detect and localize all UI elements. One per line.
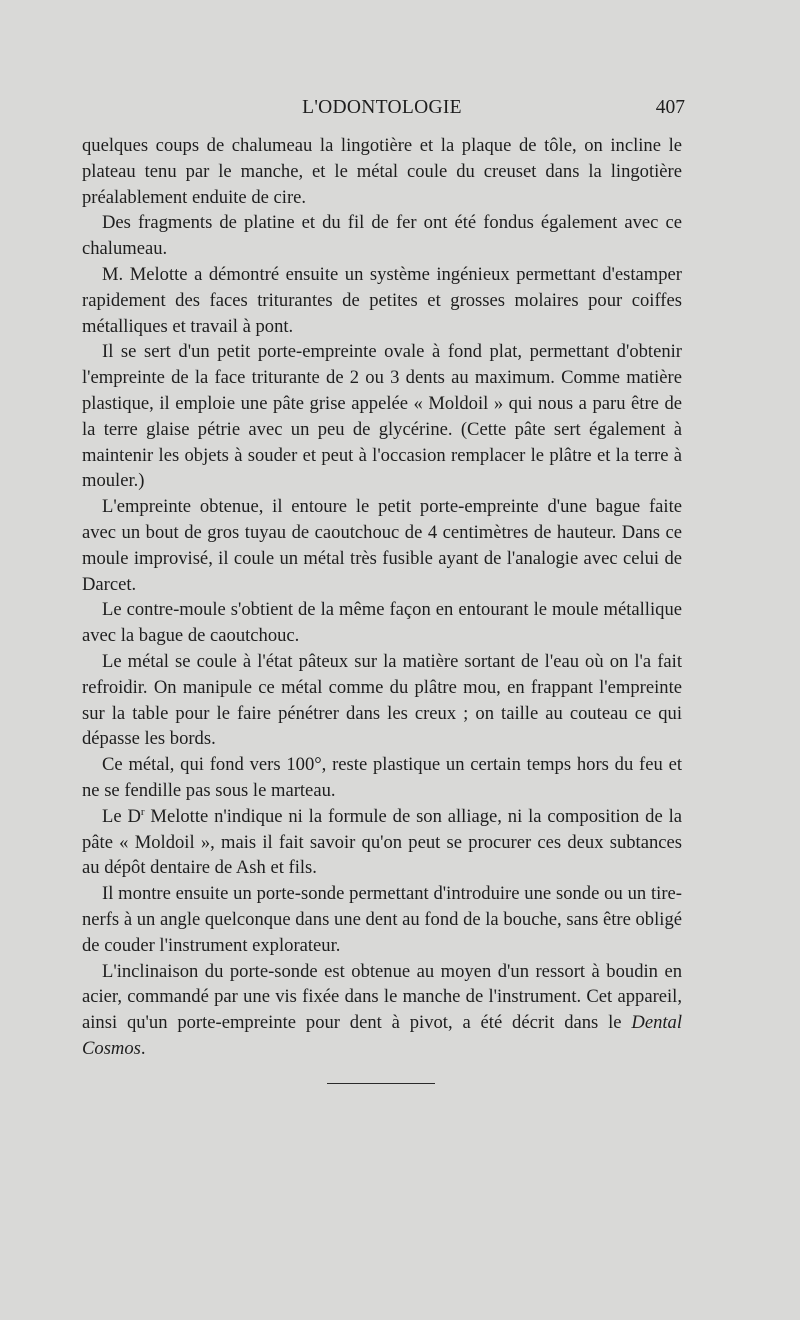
paragraph-8: Ce métal, qui fond vers 100°, reste plastique un certain temps hors du feu et ne se fendille pas sous le marteau.	[82, 754, 682, 801]
running-head	[82, 97, 685, 123]
paragraph-3: M. Melotte a démontré ensuite un système ingénieux permettant d'estamper rapidement des faces triturantes de petites et grosses molaires pour coiffes métalliques et travail à pont.	[82, 263, 682, 337]
closing-rule	[327, 1083, 435, 1084]
paragraph-11-text: L'inclinaison du porte-sonde est obtenue au moyen d'un ressort à boudin en acier, commandé par une vis fixée dans le manche de l'instrument. Cet appareil, ainsi qu'un porte-empreinte pour dent à pivot, a été décrit dans le	[82, 960, 682, 1034]
paragraph-5: L'empreinte obtenue, il entoure le petit porte-empreinte d'une bague faite avec un bout de gros tuyau de caoutchouc de 4 centimètres de hauteur. Dans ce moule improvisé, il coule un métal très fusible ayant de l'analogie avec celui de Darcet.	[82, 496, 682, 595]
body-text	[82, 133, 682, 1062]
running-title: L'ODONTOLOGIE	[302, 97, 462, 118]
paragraph-9-superscript: r	[140, 805, 145, 818]
paragraph-11	[82, 959, 682, 1062]
paragraph-11-end: .	[140, 1037, 146, 1059]
paragraph-10: Il montre ensuite un porte-sonde permettant d'introduire une sonde ou un tire-nerfs à un angle quelconque dans une dent au fond de la bouche, sans être obligé de couder l'instrument explorateur.	[82, 883, 682, 956]
paragraph-7: Le métal se coule à l'état pâteux sur la matière sortant de l'eau où on l'a fait refroidir. On manipule ce métal comme du plâtre mou, en frappant l'empreinte sur la table pour le faire pénétrer dans les creux ; on taille au couteau ce qui dépasse les bords.	[82, 650, 682, 750]
paragraph-9	[82, 804, 682, 881]
paragraph-9-prefix: Le D	[102, 805, 141, 827]
paragraph-4: Il se sert d'un petit porte-empreinte ovale à fond plat, permettant d'obtenir l'empreinte de la face triturante de 2 ou 3 dents au maximum. Comme matière plastique, il emploie une pâte grise appelée « Moldoil » qui nous a paru être de la terre glaise pétrie avec un peu de glycérine. (Cette pâte sert également à maintenir les objets à souder et peut à l'occasion remplacer le plâtre et la terre à mouler.)	[82, 341, 682, 492]
paragraph-2: Des fragments de platine et du fil de fer ont été fondus également avec ce chalumeau.	[82, 212, 682, 260]
paragraph-1: quelques coups de chalumeau la lingotière et la plaque de tôle, on incline le plateau tenu par le manche, et le métal coule du creuset dans la lingotière préalablement enduite de cire.	[82, 135, 682, 208]
paragraph-6: Le contre-moule s'obtient de la même façon en entourant le moule métallique avec la bague de caoutchouc.	[82, 599, 682, 647]
journal-title: Dental Cosmos	[82, 1012, 682, 1059]
paragraph-9-rest: Melotte n'indique ni la formule de son alliage, ni la composition de la pâte « Moldoil », mais il fait savoir qu'on peut se procurer ces deux subtances au dépôt dentaire de Ash et fils.	[82, 805, 682, 879]
page-number: 407	[655, 97, 685, 118]
